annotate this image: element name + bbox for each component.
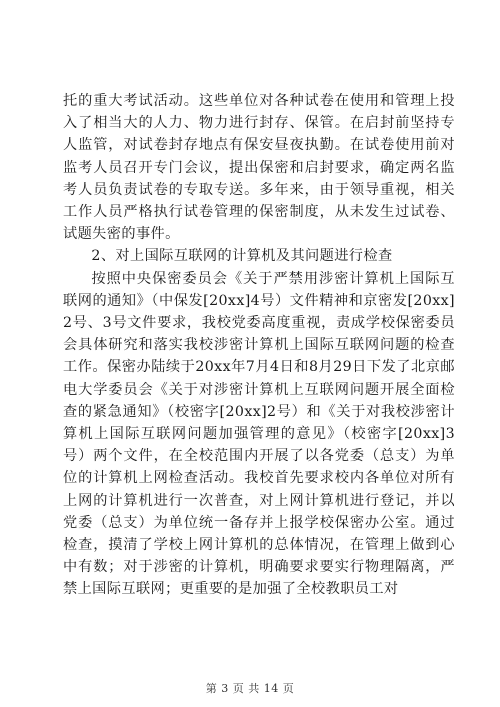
section-heading: 2、对上国际互联网的计算机及其问题进行检查 (91, 248, 393, 265)
page-footer: 第 3 页 共 14 页 (205, 682, 295, 695)
body-text (63, 90, 455, 601)
paragraph-continuation: 托的重大考试活动。这些单位对各种试卷在使用和管理上投入了相当大的人力、物力进行封存、保管。在启封前坚持专人监管，对试卷封存地点有保安昼夜执勤。在试卷使用前对监考人员召开专门会议，提出保密和启封要求，确定两名监考人员负责试卷的专取专送。多年来，由于领导重视，相关工作人员严格执行试卷管理的保密制度，从未发生过试卷、试题失密的事件。 (63, 93, 455, 243)
paragraph-body: 按照中央保密委员会《关于严禁用涉密计算机上国际互联网的通知》（中保发[20xx]4号）文件精神和京密发[20xx]2号、3号文件要求，我校党委高度重视，责成学校保密委员会具体研究和落实我校涉密计算机上国际互联网问题的检查工作。保密办陆续于20xx年7月4日和8月29日下发了北京邮电大学委员会《关于对涉密计算机上互联网问题开展全面检查的紧急通知》（校密字[20xx]2号）和《关于对我校涉密计算机上国际互联网问题加强管理的意见》（校密字[20xx]3号）两个文件，在全校范围内开展了以各党委（总支）为单位的计算机上网检查活动。我校首先要求校内各单位对所有上网的计算机进行一次普查，对上网计算机进行登记，并以党委（总支）为单位统一备存并上报学校保密办公室。通过检查，摸清了学校上网计算机的总体情况，在管理上做到心中有数；对于涉密的计算机，明确要求要实行物理隔离，严禁上国际互联网；更重要的是加强了全校教职员工对 (63, 270, 455, 598)
